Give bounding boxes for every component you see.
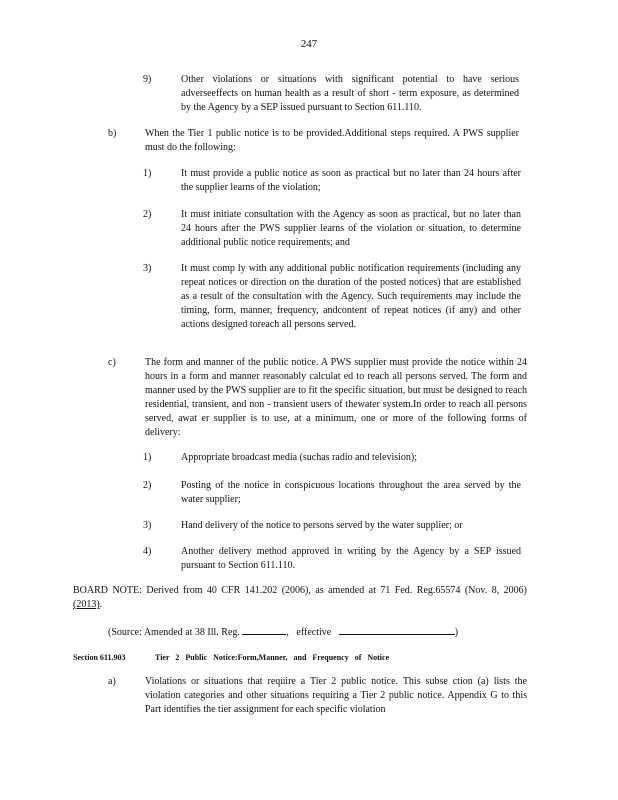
item-b-label: b): [108, 128, 117, 139]
item-c2-text: Posting of the notice in conspicuous locations throughout the area served by the water supplier;: [181, 480, 521, 505]
item-b3-text: It must comp ly with any additional public notification requirements (including any repeat notices or direction on the duration of the posted notices) that are established as a result of the consultation with the Agency. Such requirements may include the timing, form, manner, frequency, andcontent of repeat notices (if any) and other actions designed toreach all persons served.: [181, 263, 521, 330]
item-9-label: 9): [143, 74, 152, 85]
item-c2-label: 2): [143, 480, 152, 491]
item-b1-label: 1): [143, 168, 152, 179]
page-number: 247: [300, 38, 318, 50]
item-a-text: Violations or situations that require a Tier 2 public notice. This subse ction (a) lists the violation categories and other situations requiring a Tier 2 public notice. Appendix G to this Part identifies the tier assignment for each specific violation: [145, 676, 527, 715]
item-c4-text: Another delivery method approved in writing by the Agency by a SEP issued pursuant to Section 611.110.: [181, 546, 521, 571]
item-b2-text: It must initiate consultation with the Agency as soon as practical, but no later than 24 hours after the PWS supplier learns of the violation or situation, to determine additional public notice requirements; and: [181, 209, 521, 248]
item-b-text: When the Tier 1 public notice is to be provided.Additional steps required. A PWS supplier must do the following:: [145, 128, 519, 153]
item-c1-text: Appropriate broadcast media (suchas radio and television);: [181, 452, 418, 463]
section-title: Tier 2 Public Notice:Form,Manner, and Frequency of Notice: [155, 653, 390, 662]
board-note-year: (2013): [73, 599, 100, 610]
source-comma: ,: [286, 627, 289, 638]
source-line: [108, 624, 538, 640]
item-c4-label: 4): [143, 546, 152, 557]
source-effective: effective: [296, 627, 332, 638]
item-c-label: c): [108, 357, 116, 368]
item-c3-label: 3): [143, 520, 152, 531]
section-number: Section 611.903: [73, 653, 126, 662]
item-b3-label: 3): [143, 263, 152, 274]
source-close: ): [454, 627, 459, 638]
item-a-label: a): [108, 676, 116, 687]
item-c-text: The form and manner of the public notice. A PWS supplier must provide the notice within 24 hours in a form and manner reasonably calculat ed to reach all persons served. The form and manner used by the PWS supplier are to fit the specific situation, but must be designed to reach residential, transient, and non - transient users of thewater system.In order to reach all persons served, awat er supplier is to use, at a minimum, one or more of the following forms of delivery:: [145, 357, 527, 438]
item-9-text: Other violations or situations with significant potential to have serious adverseeffects on human health as a result of short - term exposure, as determined by the Agency by a SEP issued pursuant to Section 611.110.: [181, 74, 519, 113]
source-prefix: (Source: Amended at 38 Ill. Reg.: [108, 627, 240, 638]
board-note-text: BOARD NOTE: Derived from 40 CFR 141.202 (2006), as amended at 71 Fed. Reg.65574 (Nov. 8, 2006): [73, 585, 527, 596]
item-b1-text: It must provide a public notice as soon as practical but no later than 24 hours after the supplier learns of the violation;: [181, 168, 521, 193]
board-note-end: .: [99, 599, 103, 610]
item-b2-label: 2): [143, 209, 152, 220]
item-c1-label: 1): [143, 452, 152, 463]
item-c3-text: Hand delivery of the notice to persons served by the water supplier; or: [181, 520, 463, 531]
board-note: [73, 584, 527, 612]
effective-date-blank: [339, 624, 455, 635]
register-page-blank: [242, 624, 286, 635]
